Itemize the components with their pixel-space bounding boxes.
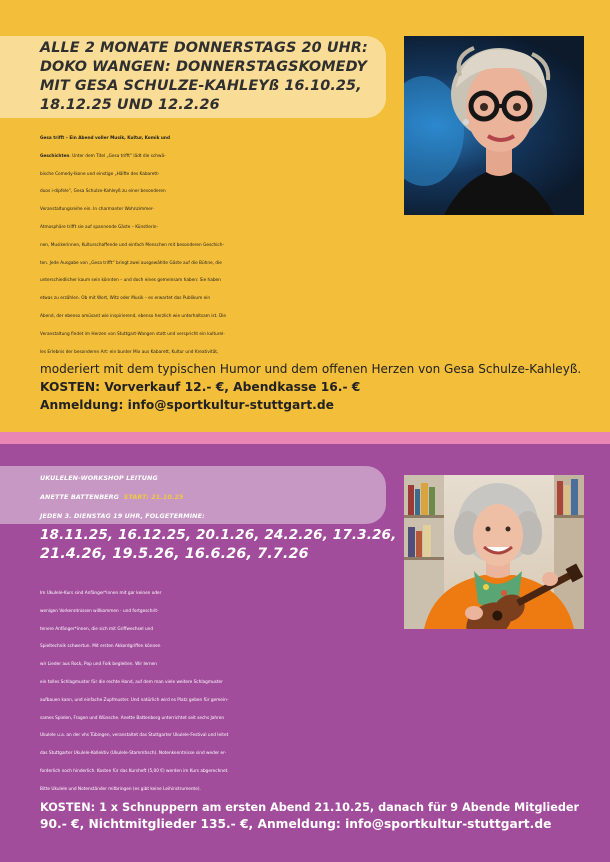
event1-desc-line: bische Comedy-Ikone und einstige „Hälfte des Kabarett- — [40, 171, 160, 177]
event1-desc-line: Veranstaltung findet im Herzen von Stuttgart-Wangen statt und verspricht ein kulturel- — [40, 331, 225, 337]
section-divider — [0, 432, 610, 444]
event1-desc-line: les Erlebnis der besonderen Art: ein bunter Mix aus Kabarett, Kultur und Kreativität, — [40, 349, 219, 355]
event2-desc-line: Bitte Ukulele und Notenständer mitbringen (es gibt keine Leihinstrumente). — [40, 786, 201, 792]
event2-desc-line: tenere Anfänger*innen, die sich mit Griffwechsel und — [40, 626, 154, 632]
event2-desc-line: das Stuttgarter Ukulele-Kollektiv (Ukulele-Stammtisch). Notenkenntnisse sind weder er- — [40, 751, 227, 757]
event2-heading-line: ANETTE BATTENBERG START: 21.10.25 — [40, 493, 184, 501]
event2-desc-line: ein tolles Schlagmuster für die rechte Hand, auf dem man viele weitere Schlagmuster — [40, 679, 223, 685]
event2-heading-line: JEDEN 3. DIENSTAG 19 UHR, FOLGETERMINE: — [40, 512, 205, 520]
event1-desc-line: etwas zu erzählen. Ob mit Wort, Witz oder Musik – es erwartet das Publikum ein — [40, 296, 211, 302]
event2-desc-line: sames Spielen, Fragen und Wünsche. Anette Battenberg unterrichtet seit sechs Jahren — [40, 715, 225, 721]
event2-start-date: START: 21.10.25 — [123, 493, 184, 501]
event1-desc-line: Veranstaltungsreihe ein. In charmanter Wohnzimmer- — [40, 207, 154, 213]
event2-heading-line: 21.4.26, 19.5.26, 16.6.26, 7.7.26 — [40, 546, 309, 562]
event1-desc-line: ten. Jede Ausgabe von „Gesa trifft“ bringt zwei ausgewählte Gäste auf die Bühne, die — [40, 260, 222, 266]
event2-heading-line: 18.11.25, 16.12.25, 20.1.26, 24.2.26, 17.3.26, — [40, 527, 397, 543]
event1-price: KOSTEN: Vorverkauf 12.- €, Abendkasse 16.- € — [40, 380, 361, 395]
event2-description — [40, 585, 579, 834]
event2-desc-line: wenigen Vorkenntnissen willkommen - und fortgeschrit- — [40, 608, 159, 614]
event2-desc-line: Spieltechnik schwertun. Mit ersten Akkordgriffen können — [40, 644, 161, 650]
event1-heading-line: 18.12.25 UND 12.2.26 — [40, 97, 220, 113]
event2-price: KOSTEN: 1 x Schnuppern am ersten Abend 21.10.25, danach für 9 Abende Mitglieder — [40, 800, 580, 814]
event1-desc-line: Atmosphäre trifft sie auf spannende Gäste – Künstlerin- — [40, 224, 159, 230]
event1-desc-line: unterschiedlicher kaum sein könnten – und doch eines gemeinsam haben: Sie haben — [40, 278, 221, 284]
event1-description — [40, 130, 581, 415]
event2-desc-line: wir Lieder aus Rock, Pop und Folk begleiten. Wir lernen — [40, 662, 157, 668]
event2-desc-line: forderlich noch hinderlich. Kosten für das Kursheft (5,00 €) werden im Kurs abgerechnet. — [40, 768, 229, 774]
event2-heading — [40, 469, 396, 564]
event1-heading — [40, 39, 368, 115]
event2-desc-line: aufbauen kann, und einfache Zupfmuster. Und natürlich wird es Platz geben für gemein- — [40, 697, 229, 703]
event1-heading-line: ALLE 2 MONATE DONNERSTAGS 20 UHR: — [40, 40, 368, 56]
event1-heading-line: MIT GESA SCHULZE-KAHLEYß 16.10.25, — [40, 78, 362, 94]
event1-desc-line: moderiert mit dem typischen Humor und dem offenen Herzen von Gesa Schulze-Kahleyß. — [40, 362, 582, 377]
event2-desc-line: Im Ukulele-Kurs sind Anfänger*innen mit gar keinen oder — [40, 591, 162, 596]
event1-desc-line: Geschichten. Unter dem Titel „Gesa trifft“ lädt die schwä- — [40, 153, 166, 159]
event2-heading-line: UKULELEN-WORKSHOP LEITUNG — [40, 474, 158, 482]
event1-desc-line: duos i-dipfele“, Gesa Schulze-Kahleyß zu einer besonderen — [40, 189, 166, 195]
event1-heading-line: DOKO WANGEN: DONNERSTAGSKOMEDY — [40, 59, 368, 75]
event1-registration[interactable]: Anmeldung: info@sportkultur-stuttgart.de — [40, 397, 334, 412]
event2-desc-line: Ukulele u.a. an der vhs Tübingen, veranstaltet das Stuttgarter Ukulele-Festival und leitet — [40, 733, 229, 739]
event1-desc-line: nen, Musikerinnen, Kulturschaffende und einfach Menschen mit besonderen Geschich- — [40, 242, 224, 248]
event1-desc-line: Gesa trifft – Ein Abend voller Musik, Kultur, Komik und — [40, 136, 170, 141]
event1-desc-line: Abend, der ebenso amüsant wie inspirierend, ebenso herzlich wie unterhaltsam ist. Die — [40, 313, 227, 319]
event2-registration[interactable]: 90.- €, Nichtmitglieder 135.- €, Anmeldung: info@sportkultur-stuttgart.de — [40, 817, 552, 832]
